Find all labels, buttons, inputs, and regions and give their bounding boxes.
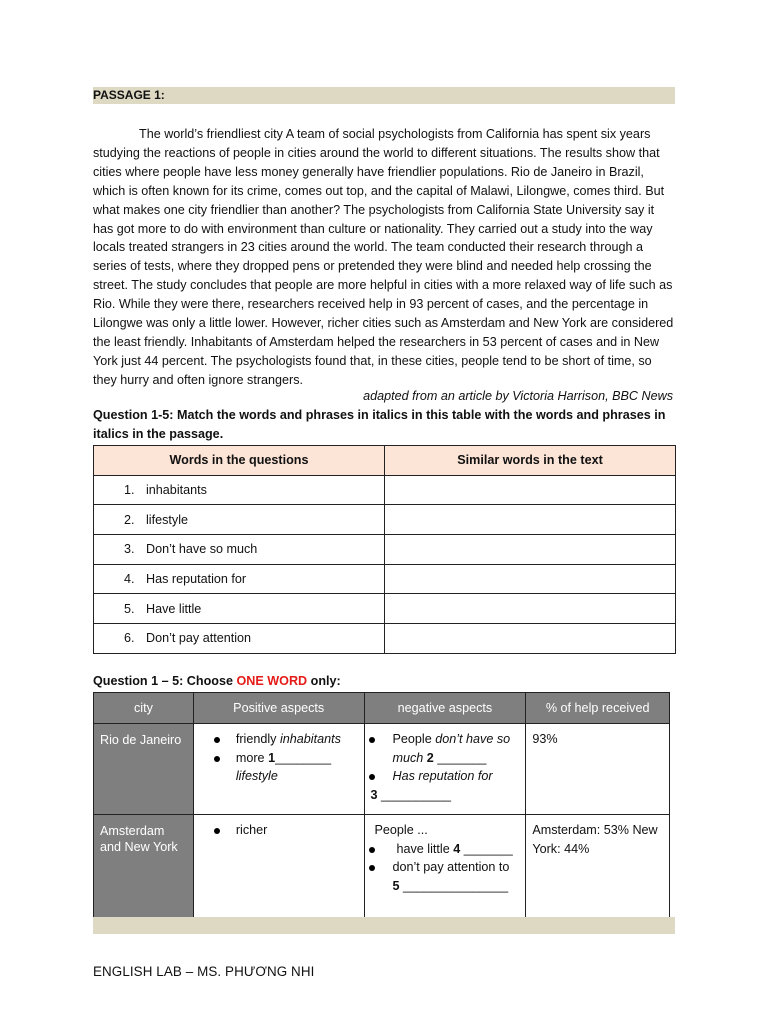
blank-line — [371, 786, 520, 805]
negative-aspects — [364, 815, 526, 920]
question1-title: Question 1-5: Match the words and phrases in italics in this table with the words and phrases in italics in the passage. — [93, 408, 666, 441]
bottom-band — [93, 917, 675, 934]
answer-blank[interactable]: _______________ — [403, 878, 509, 893]
table-row — [94, 594, 676, 624]
question2-title-suffix: only: — [307, 674, 341, 688]
comparison-table-header — [94, 693, 670, 724]
col-header-city: city — [94, 693, 194, 724]
item-number: 6. — [124, 631, 135, 646]
item-text: People ... — [374, 823, 428, 837]
list-item — [371, 730, 520, 767]
answer-cell[interactable] — [385, 624, 676, 654]
italic-phrase: Has reputation for — [392, 769, 493, 783]
item-number: 4. — [124, 572, 135, 587]
col-header-negative: negative aspects — [364, 693, 526, 724]
answer-blank[interactable]: __________ — [381, 787, 452, 802]
col-header-positive: Positive aspects — [193, 693, 364, 724]
col-header-similar: Similar words in the text — [385, 446, 676, 476]
positive-aspects — [193, 724, 364, 815]
matching-table-header — [94, 446, 676, 476]
item-text: lifestyle — [146, 512, 188, 527]
item-text: have little — [396, 841, 454, 856]
blank-number: 2 — [426, 750, 434, 765]
table-row — [94, 475, 676, 505]
item-number: 1. — [124, 483, 135, 498]
matching-table — [93, 445, 676, 654]
list-item: don’t pay attention to — [371, 858, 520, 877]
blank-number: 3 — [370, 787, 378, 802]
table-row — [94, 505, 676, 535]
list-item — [371, 840, 520, 859]
list-item — [371, 767, 520, 786]
question2-title-emphasis: ONE WORD — [236, 674, 308, 688]
item-number: 5. — [124, 601, 135, 616]
page-footer: ENGLISH LAB – MS. PHƯƠNG NHI — [93, 964, 315, 979]
blank-line — [371, 877, 520, 896]
question-word — [94, 505, 385, 535]
blank-number: 1 — [268, 750, 276, 765]
blank-number: 5 — [392, 878, 400, 893]
question-word — [94, 594, 385, 624]
percent-value: Amsterdam: 53% New York: 44% — [526, 815, 670, 920]
question-word — [94, 564, 385, 594]
item-text: Has reputation for — [146, 572, 247, 587]
item-text: Don’t have so much — [146, 542, 258, 557]
item-text: Don’t pay attention — [146, 631, 252, 646]
col-header-percent: % of help received — [526, 693, 670, 724]
table-row — [94, 564, 676, 594]
table-row — [94, 724, 670, 815]
question2-title — [93, 672, 341, 690]
item-text: Have little — [146, 601, 202, 616]
passage-header: PASSAGE 1: — [93, 87, 675, 104]
item-text: more — [235, 750, 269, 765]
passage-text-block — [93, 125, 675, 390]
item-text: friendly — [235, 732, 280, 746]
item-text: inhabitants — [146, 483, 207, 498]
question-word — [94, 624, 385, 654]
table-row — [94, 535, 676, 565]
answer-blank[interactable]: _______ — [437, 750, 487, 765]
percent-value: 93% — [526, 724, 670, 815]
list-item: richer — [200, 821, 358, 840]
col-header-words: Words in the questions — [94, 446, 385, 476]
list-item — [200, 749, 358, 786]
negative-aspects — [364, 724, 526, 815]
italic-phrase: lifestyle — [235, 769, 278, 783]
answer-blank[interactable]: _______ — [463, 841, 513, 856]
answer-cell[interactable] — [385, 594, 676, 624]
positive-aspects — [193, 815, 364, 920]
question-word — [94, 475, 385, 505]
table-row — [94, 815, 670, 920]
answer-cell[interactable] — [385, 505, 676, 535]
list-item — [200, 730, 358, 749]
item-number: 3. — [124, 542, 135, 557]
passage-text: The world’s friendliest city A team of social psychologists from California has spent six years studying the reactions of people in cities around the world to different situations. The results show that cities where people have less money generally have friendlier populations. Rio de Janeiro in Brazil, which is often known for its crime, comes out top, and the capital of Malawi, Lilongwe, comes third. But what makes one city friendlier than another? The psychologists from California State University say it has got more to do with environment than culture or nationality. They carried out a study into the way locals treated strangers in 23 cities around the world. The team conducted their research through a series of tests, where they dropped pens or pretended they were blind and needed help crossing the street. The study concludes that people are more helpful in cities with a more relaxed way of life such as Rio. While they were there, researchers received help in 93 percent of cases, and the percentage in Lilongwe was only a little lower. However, richer cities such as Amsterdam and New York are considered the least friendly. Inhabitants of Amsterdam helped the researchers in 53 percent of cases and in New York just 44 percent. The psychologists found that, in these cities, people tend to be short of time, so they hurry and often ignore strangers. — [93, 127, 674, 387]
blank-number: 4 — [453, 841, 461, 856]
answer-cell[interactable] — [385, 535, 676, 565]
passage-source: adapted from an article by Victoria Harrison, BBC News — [363, 389, 673, 403]
city-name: Rio de Janeiro — [94, 724, 194, 815]
question2-title-prefix: Question 1 – 5: Choose — [93, 674, 237, 688]
answer-cell[interactable] — [385, 475, 676, 505]
italic-phrase: inhabitants — [279, 732, 341, 746]
table-row — [94, 624, 676, 654]
item-text: People — [392, 732, 436, 746]
question-word — [94, 535, 385, 565]
item-number: 2. — [124, 512, 135, 527]
italic-phrase: don’t have so much — [392, 732, 511, 765]
city-comparison-table — [93, 692, 670, 920]
answer-blank[interactable]: ________ — [275, 750, 332, 765]
city-name: Amsterdam and New York — [94, 815, 194, 920]
answer-cell[interactable] — [385, 564, 676, 594]
